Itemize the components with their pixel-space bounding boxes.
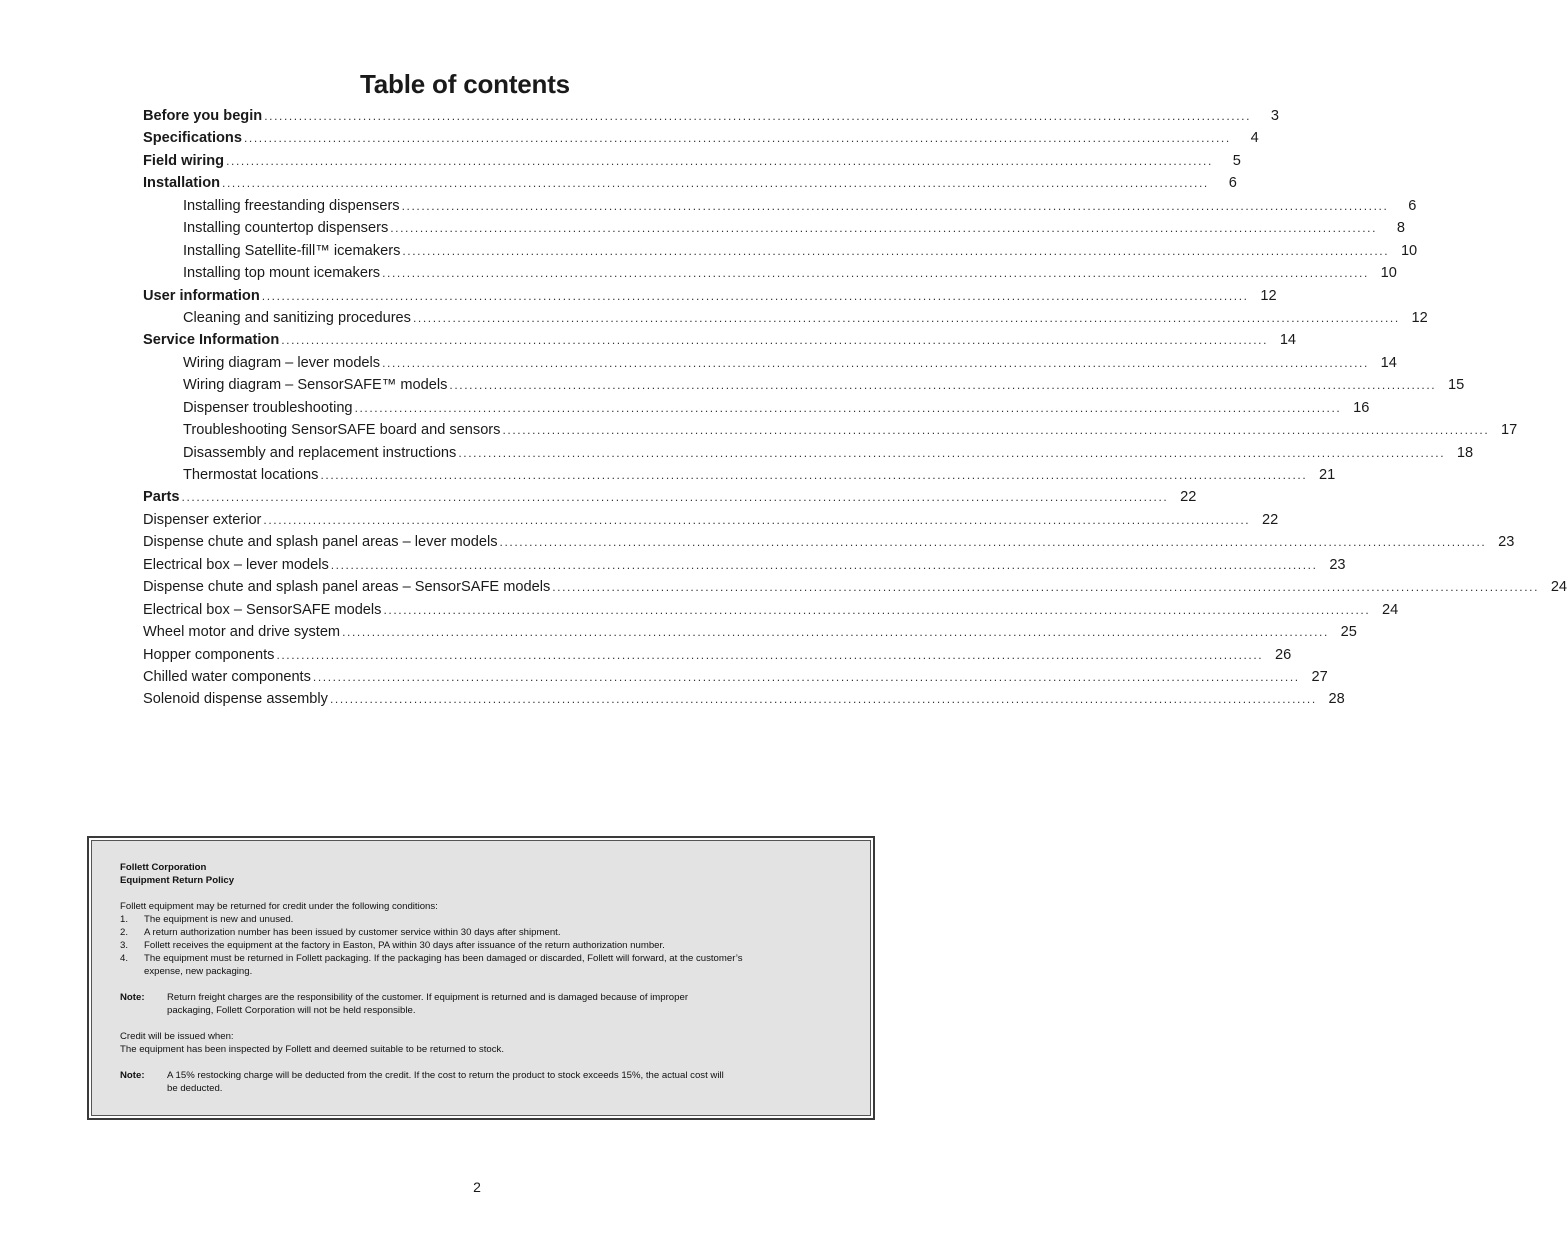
toc-entry-label: Hopper components: [143, 646, 275, 663]
toc-entry-page: 14: [1380, 354, 1397, 371]
toc-leader-dots: ........................................................................................................................................................................................................: [312, 669, 1300, 684]
toc-entry-page: 12: [1411, 309, 1428, 326]
toc-entry-page: 12: [1260, 287, 1277, 304]
page-title: Table of contents: [360, 69, 570, 100]
toc-entry-label: Installing freestanding dispensers: [183, 197, 400, 214]
toc-entry-page: 17: [1501, 422, 1518, 439]
note-label: Note:: [120, 992, 145, 1003]
toc-entry-label: Thermostat locations: [183, 467, 319, 483]
condition-number: 1.: [120, 914, 129, 925]
toc-entry: [143, 172, 1237, 194]
toc-leader-dots: ........................................................................................................................................................................................................: [276, 647, 1264, 662]
toc-leader-dots: ........................................................................................................................................................................................................: [329, 692, 1317, 707]
toc-entry: [143, 644, 1292, 666]
toc-entry-page: 28: [1328, 691, 1345, 708]
toc-entry: [143, 464, 1336, 486]
toc-entry: [143, 397, 1370, 419]
toc-entry-label: Before you begin: [143, 108, 263, 124]
toc-entry: [143, 509, 1279, 531]
toc-leader-dots: ........................................................................................................................................................................................................: [383, 602, 1371, 617]
toc-leader-dots: ........................................................................................................................................................................................................: [226, 153, 1213, 168]
toc-entry: [143, 217, 1406, 239]
toc-entry: [143, 352, 1397, 374]
toc-entry-label: Dispense chute and splash panel areas – SensorSAFE models: [143, 579, 551, 596]
toc-entry-label: Field wiring: [143, 152, 225, 169]
toc-entry-page: 18: [1456, 444, 1474, 461]
condition-number: 3.: [120, 940, 129, 951]
page-number: 2: [473, 1179, 481, 1195]
toc-entry: [143, 150, 1241, 172]
toc-entry-label: Electrical box – SensorSAFE models: [143, 601, 382, 618]
toc-entry-label: Dispenser troubleshooting: [183, 399, 353, 416]
toc-entry-page: 15: [1447, 377, 1465, 394]
toc-entry-label: Service Information: [143, 332, 280, 349]
toc-entry-page: 24: [1382, 601, 1399, 618]
toc-entry-page: 24: [1550, 579, 1567, 596]
toc-leader-dots: ........................................................................................................................................................................................................: [449, 378, 1437, 393]
toc-leader-dots: ........................................................................................................................................................................................................: [264, 109, 1251, 123]
note-text: Return freight charges are the responsibility of the customer. If equipment is returned and is damaged because of improper packaging, Follett Corporation will not be held responsible.: [167, 992, 689, 1016]
toc-leader-dots: ........................................................................................................................................................................................................: [222, 176, 1209, 191]
toc-entry: [143, 621, 1357, 643]
toc-entry-label: User information: [143, 287, 260, 304]
toc-entry-label: Dispense chute and splash panel areas – lever models: [143, 534, 498, 551]
toc-entry-label: Solenoid dispense assembly: [143, 691, 328, 708]
toc-entry-page: 5: [1232, 152, 1241, 169]
note-text: A 15% restocking charge will be deducted from the credit. If the cost to return the product to stock exceeds 15%, the actual cost will be deducted.: [167, 1070, 724, 1094]
toc-entry-label: Disassembly and replacement instructions: [183, 444, 457, 461]
toc-entry-label: Electrical box – lever models: [143, 556, 329, 573]
toc-entry: [143, 442, 1474, 464]
condition-number: 4.: [120, 953, 129, 964]
toc-entry: [143, 105, 1279, 127]
toc-entry-page: 23: [1329, 556, 1346, 573]
toc-entry-page: 14: [1279, 332, 1297, 349]
toc-leader-dots: ........................................................................................................................................................................................................: [402, 243, 1390, 258]
toc-leader-dots: ........................................................................................................................................................................................................: [458, 445, 1446, 460]
return-policy-content: [91, 840, 871, 1116]
policy-note: [120, 1069, 842, 1095]
policy-intro: Follett equipment may be returned for credit under the following conditions:: [120, 901, 438, 912]
toc-entry-page: 26: [1275, 646, 1292, 663]
toc-entry-page: 3: [1270, 108, 1279, 124]
toc-entry: [143, 419, 1518, 441]
toc-entry-label: Specifications: [143, 130, 242, 147]
toc-leader-dots: ........................................................................................................................................................................................................: [320, 468, 1308, 482]
table-of-contents: [143, 105, 1567, 711]
toc-entry: [143, 262, 1397, 284]
policy-company: Follett Corporation: [120, 862, 207, 873]
toc-entry-label: Chilled water components: [143, 668, 311, 685]
toc-leader-dots: ........................................................................................................................................................................................................: [243, 131, 1231, 146]
toc-leader-dots: ........................................................................................................................................................................................................: [390, 221, 1378, 236]
toc-entry-label: Installing Satellite-fill™ icemakers: [183, 242, 401, 259]
toc-entry-label: Dispenser exterior: [143, 511, 262, 528]
toc-entry: [143, 554, 1346, 576]
toc-entry-page: 16: [1353, 399, 1370, 416]
toc-entry-page: 10: [1380, 265, 1397, 282]
toc-entry-page: 22: [1180, 489, 1197, 506]
policy-note: [120, 991, 842, 1017]
toc-entry-label: Installing top mount icemakers: [183, 265, 381, 282]
return-policy-box: [87, 836, 875, 1120]
credit-heading: Credit will be issued when:: [120, 1031, 234, 1042]
toc-leader-dots: ........................................................................................................................................................................................................: [330, 557, 1318, 572]
toc-leader-dots: ........................................................................................................................................................................................................: [412, 310, 1400, 325]
toc-entry-page: 27: [1311, 668, 1328, 685]
policy-conditions: [120, 913, 842, 978]
toc-entry: [143, 329, 1297, 351]
toc-entry: [143, 531, 1515, 553]
toc-leader-dots: ........................................................................................................................................................................................................: [354, 400, 1342, 415]
toc-leader-dots: ........................................................................................................................................................................................................: [342, 625, 1329, 640]
toc-leader-dots: ........................................................................................................................................................................................................: [281, 333, 1269, 348]
toc-entry: [143, 666, 1328, 688]
toc-leader-dots: ........................................................................................................................................................................................................: [552, 580, 1540, 595]
toc-entry-page: 8: [1396, 220, 1406, 237]
toc-entry-label: Wiring diagram – lever models: [183, 354, 381, 371]
condition-text: The equipment is new and unused.: [144, 914, 294, 925]
policy-condition: [120, 913, 842, 926]
note-label: Note:: [120, 1070, 145, 1081]
toc-entry-page: 21: [1319, 467, 1336, 483]
policy-heading: Equipment Return Policy: [120, 875, 235, 886]
toc-entry: [143, 576, 1567, 598]
condition-text: The equipment must be returned in Follett packaging. If the packaging has been damaged or discarded, Follett will forward, at the customer’s expense, new packaging.: [144, 953, 743, 977]
toc-entry: [143, 240, 1418, 262]
toc-entry: [143, 486, 1197, 508]
toc-entry-page: 10: [1400, 242, 1418, 259]
toc-leader-dots: ........................................................................................................................................................................................................: [502, 423, 1490, 438]
condition-text: A return authorization number has been issued by customer service within 30 days after shipment.: [144, 927, 561, 938]
toc-entry-label: Parts: [143, 489, 180, 506]
policy-condition: [120, 939, 842, 952]
toc-entry-page: 6: [1228, 175, 1237, 192]
toc-entry-page: 25: [1340, 624, 1357, 641]
policy-condition: [120, 952, 842, 978]
toc-entry: [143, 195, 1417, 217]
toc-entry-label: Cleaning and sanitizing procedures: [183, 309, 411, 326]
toc-entry: [143, 599, 1399, 621]
condition-text: Follett receives the equipment at the factory in Easton, PA within 30 days after issuance of the return authorization number.: [144, 940, 665, 951]
toc-entry-page: 4: [1250, 130, 1259, 147]
toc-entry-page: 23: [1498, 534, 1515, 551]
toc-leader-dots: ........................................................................................................................................................................................................: [263, 512, 1251, 527]
toc-entry: [143, 688, 1345, 710]
toc-leader-dots: ........................................................................................................................................................................................................: [382, 266, 1369, 281]
toc-entry-page: 6: [1408, 197, 1417, 214]
policy-condition: [120, 926, 842, 939]
toc-entry: [143, 307, 1428, 329]
toc-entry: [143, 127, 1259, 149]
toc-entry-label: Installing countertop dispensers: [183, 220, 389, 237]
credit-text: The equipment has been inspected by Follett and deemed suitable to be returned to stock.: [120, 1044, 504, 1055]
toc-leader-dots: ........................................................................................................................................................................................................: [401, 198, 1389, 213]
toc-leader-dots: ........................................................................................................................................................................................................: [382, 355, 1369, 370]
toc-leader-dots: ........................................................................................................................................................................................................: [261, 288, 1249, 303]
toc-entry-label: Wiring diagram – SensorSAFE™ models: [183, 377, 448, 394]
condition-number: 2.: [120, 927, 129, 938]
toc-entry-label: Wheel motor and drive system: [143, 624, 341, 641]
toc-entry-page: 22: [1261, 511, 1279, 528]
toc-entry-label: Troubleshooting SensorSAFE board and sensors: [183, 422, 501, 439]
toc-entry: [143, 374, 1465, 396]
toc-leader-dots: ........................................................................................................................................................................................................: [181, 490, 1169, 505]
toc-entry-label: Installation: [143, 175, 221, 192]
toc-entry: [143, 285, 1277, 307]
toc-leader-dots: ........................................................................................................................................................................................................: [499, 535, 1487, 550]
